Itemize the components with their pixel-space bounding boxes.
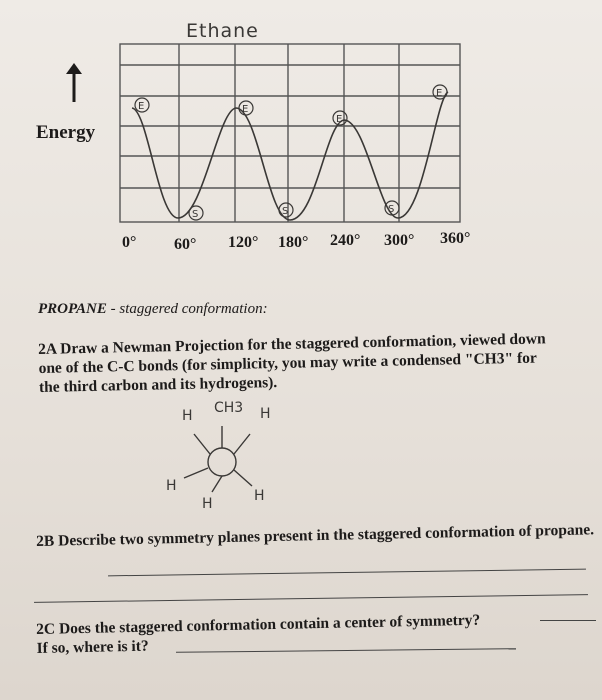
x-tick-120: 120° bbox=[228, 234, 259, 251]
staggered-marker-3: S bbox=[388, 204, 395, 215]
newman-h-right-top: H bbox=[260, 406, 271, 422]
energy-axis-label: Energy bbox=[36, 122, 96, 143]
energy-diagram bbox=[118, 38, 478, 228]
eclipsed-marker-4: E bbox=[436, 88, 443, 99]
newman-h-left: H bbox=[166, 478, 177, 494]
answer-line-2b-1 bbox=[108, 569, 586, 577]
answer-line-2b-2 bbox=[34, 594, 588, 603]
propane-heading bbox=[38, 301, 268, 318]
newman-h-bottom: H bbox=[202, 496, 213, 512]
propane-heading-suffix: - staggered conformation: bbox=[106, 301, 268, 317]
x-tick-300: 300° bbox=[384, 232, 415, 249]
staggered-marker-2: S bbox=[282, 206, 289, 217]
question-2c-line1: 2C Does the staggered conformation contain a center of symmetry? bbox=[36, 611, 481, 638]
newman-ch3: CH3 bbox=[214, 400, 244, 416]
newman-h-left-top: H bbox=[182, 408, 193, 424]
x-tick-180: 180° bbox=[278, 234, 309, 251]
up-arrow-icon bbox=[64, 62, 84, 104]
handwritten-title-ethane: Ethane bbox=[186, 20, 259, 42]
x-tick-0: 0° bbox=[122, 234, 137, 251]
x-tick-240: 240° bbox=[330, 232, 361, 249]
eclipsed-marker-1: E bbox=[138, 101, 145, 112]
propane-heading-main: PROPANE bbox=[38, 301, 107, 317]
staggered-marker-1: S bbox=[192, 209, 199, 220]
answer-line-2c-1 bbox=[540, 620, 596, 621]
eclipsed-marker-3: E bbox=[336, 114, 343, 125]
question-2a: 2A Draw a Newman Projection for the staggered conformation, viewed down one of the C-C bonds (for simplicity, you may write a condensed "CH3" for the third carbon and its hydrogens). bbox=[38, 330, 546, 396]
newman-h-right: H bbox=[254, 488, 265, 504]
question-2b: 2B Describe two symmetry planes present in the staggered conformation of propane. bbox=[36, 521, 595, 550]
chart-grid bbox=[120, 44, 460, 222]
question-2c-line2: If so, where is it? bbox=[36, 637, 149, 657]
eclipsed-markers bbox=[135, 85, 447, 125]
staggered-markers bbox=[189, 201, 399, 220]
eclipsed-marker-2: E bbox=[242, 104, 249, 115]
x-tick-360: 360° bbox=[440, 230, 471, 247]
x-tick-60: 60° bbox=[174, 236, 197, 253]
